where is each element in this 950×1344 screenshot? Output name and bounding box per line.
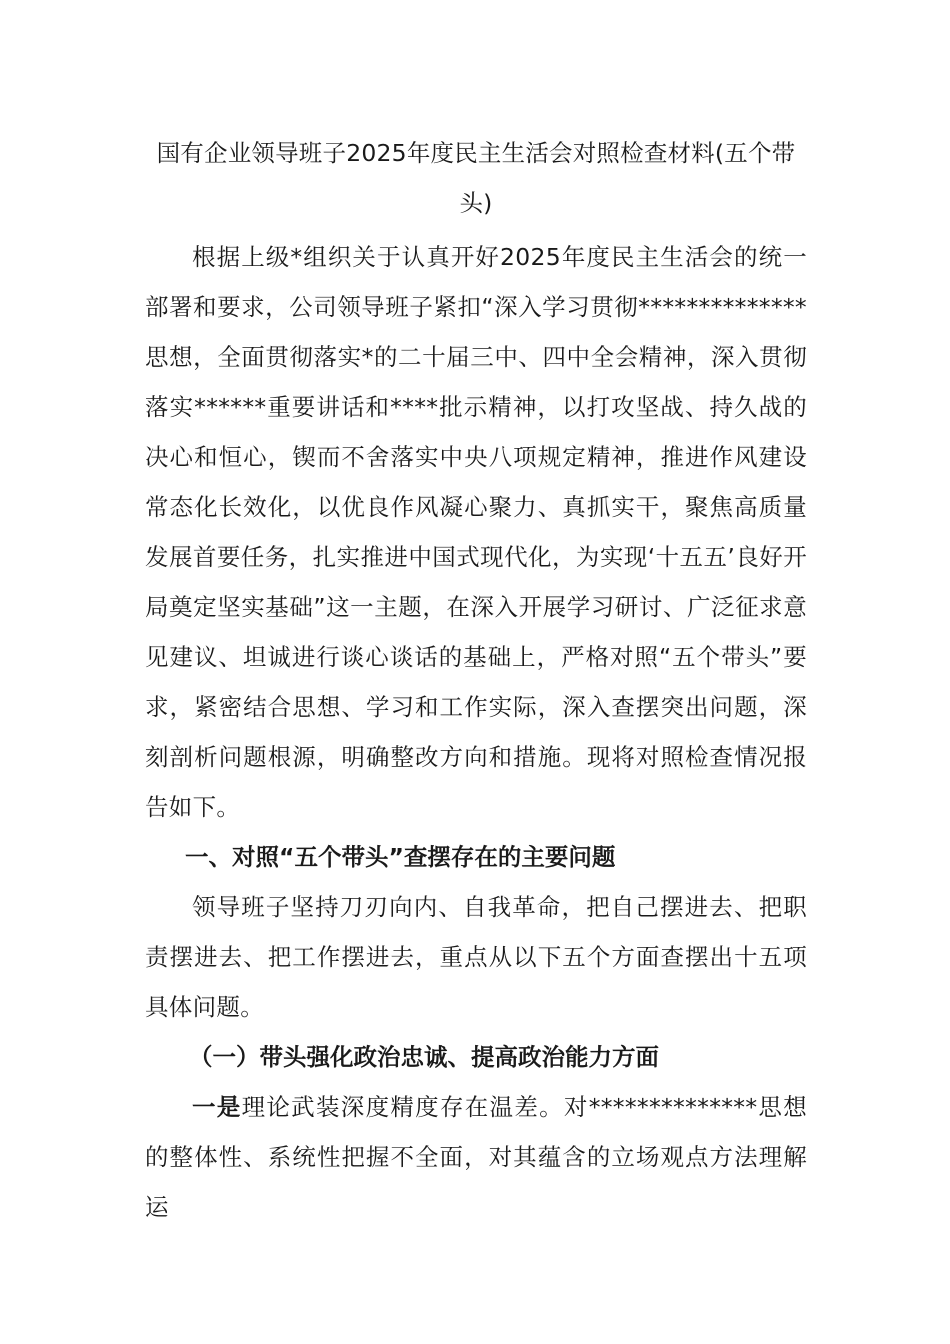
point-1-text: 理论武装深度精度存在温差。对**************思想的整体性、系统性把握不全面，对其蕴含的立场观点方法理解运: [145, 1093, 807, 1221]
subsection-heading-1: （一）带头强化政治忠诚、提高政治能力方面: [189, 1043, 659, 1071]
point-1-paragraph: [145, 1082, 807, 1232]
section-1-paragraph: 领导班子坚持刀刃向内、自我革命，把自己摆进去、把职责摆进去、把工作摆进去，重点从以下五个方面查摆出十五项具体问题。: [145, 893, 807, 1021]
point-1-lead: 一是: [192, 1093, 242, 1121]
intro-paragraph: 根据上级*组织关于认真开好2025年度民主生活会的统一部署和要求，公司领导班子紧扣“深入学习贯彻**************思想，全面贯彻落实*的二十届三中、四中全会精神，深入贯彻落实******重要讲话和****批示精神，以打攻坚战、持久战的决心和恒心，锲而不舍落实中央八项规定精神，推进作风建设常态化长效化，以优良作风凝心聚力、真抓实干，聚焦高质量发展首要任务，扎实推进中国式现代化，为实现‘十五五’良好开局奠定坚实基础”这一主题，在深入开展学习研讨、广泛征求意见建议、坦诚进行谈心谈话的基础上，严格对照“五个带头”要求，紧密结合思想、学习和工作实际，深入查摆突出问题，深刻剖析问题根源，明确整改方向和措施。现将对照检查情况报告如下。: [145, 243, 807, 821]
document-page: [145, 128, 807, 1232]
document-title: 国有企业领导班子2025年度民主生活会对照检查材料(五个带头): [156, 139, 796, 217]
section-heading-1: 一、对照“五个带头”查摆存在的主要问题: [185, 843, 616, 871]
